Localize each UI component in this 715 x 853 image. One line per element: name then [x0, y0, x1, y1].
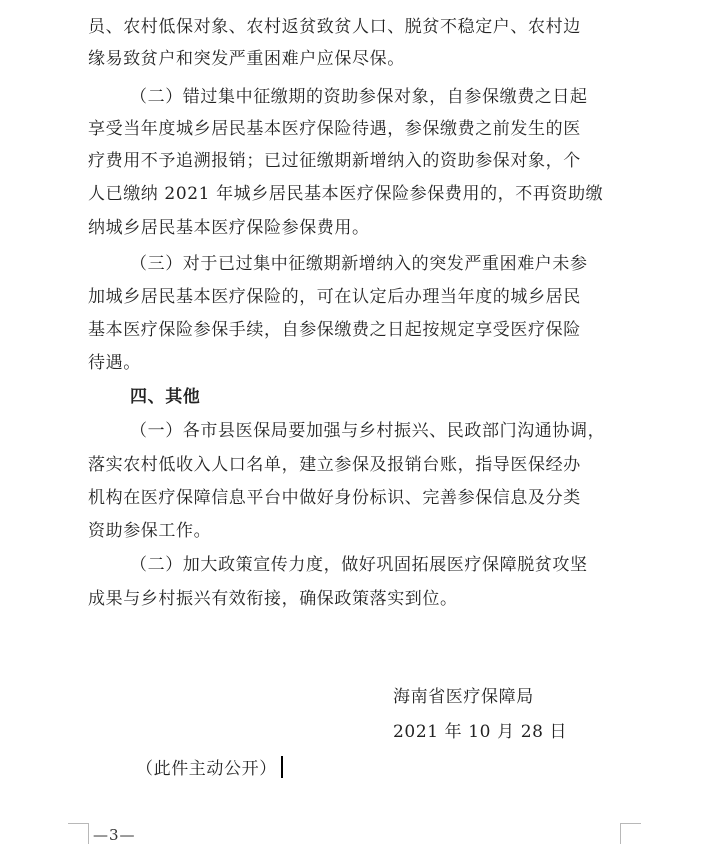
paragraph-first-line: （二）加大政策宣传力度，做好巩固拓展医疗保障脱贫攻坚 — [130, 555, 588, 575]
disclosure-note — [136, 756, 283, 779]
body-line: 员、农村低保对象、农村返贫致贫人口、脱贫不稳定户、农村边 — [88, 17, 581, 37]
body-line: 纳城乡居民基本医疗保险参保费用。 — [88, 218, 370, 238]
page-corner-mark-left — [68, 823, 89, 844]
body-line: 人已缴纳 2021 年城乡居民基本医疗保险参保费用的，不再资助缴 — [88, 184, 604, 204]
body-line: 基本医疗保险参保手续，自参保缴费之日起按规定享受医疗保险 — [88, 320, 581, 340]
issue-date: 2021 年 10 月 28 日 — [393, 722, 568, 742]
body-line: 机构在医疗保障信息平台中做好身份标识、完善参保信息及分类 — [88, 488, 581, 508]
section-heading: 四、其他 — [130, 387, 201, 407]
body-line: 资助参保工作。 — [88, 521, 212, 541]
body-line: 落实农村低收入人口名单，建立参保及报销台账，指导医保经办 — [88, 455, 581, 475]
body-line: 待遇。 — [88, 353, 141, 373]
body-line: 疗费用不予追溯报销；已过征缴期新增纳入的资助参保对象，个 — [88, 151, 581, 171]
page-corner-mark-right — [620, 823, 641, 844]
body-line: 缘易致贫户和突发严重困难户应保尽保。 — [88, 49, 405, 69]
paragraph-first-line: （一）各市县医保局要加强与乡村振兴、民政部门沟通协调， — [130, 421, 606, 441]
disclosure-note-text: （此件主动公开） — [136, 759, 277, 779]
paragraph-first-line: （三）对于已过集中征缴期新增纳入的突发严重困难户未参 — [130, 254, 588, 274]
body-line: 享受当年度城乡居民基本医疗保险待遇，参保缴费之前发生的医 — [88, 119, 581, 139]
issuer-signature: 海南省医疗保障局 — [393, 687, 534, 707]
paragraph-first-line: （二）错过集中征缴期的资助参保对象，自参保缴费之日起 — [130, 87, 588, 107]
text-cursor-icon[interactable] — [281, 756, 283, 778]
page-number: —3— — [93, 826, 136, 844]
body-line: 成果与乡村振兴有效衔接，确保政策落实到位。 — [88, 589, 458, 609]
body-line: 加城乡居民基本医疗保险的，可在认定后办理当年度的城乡居民 — [88, 287, 581, 307]
